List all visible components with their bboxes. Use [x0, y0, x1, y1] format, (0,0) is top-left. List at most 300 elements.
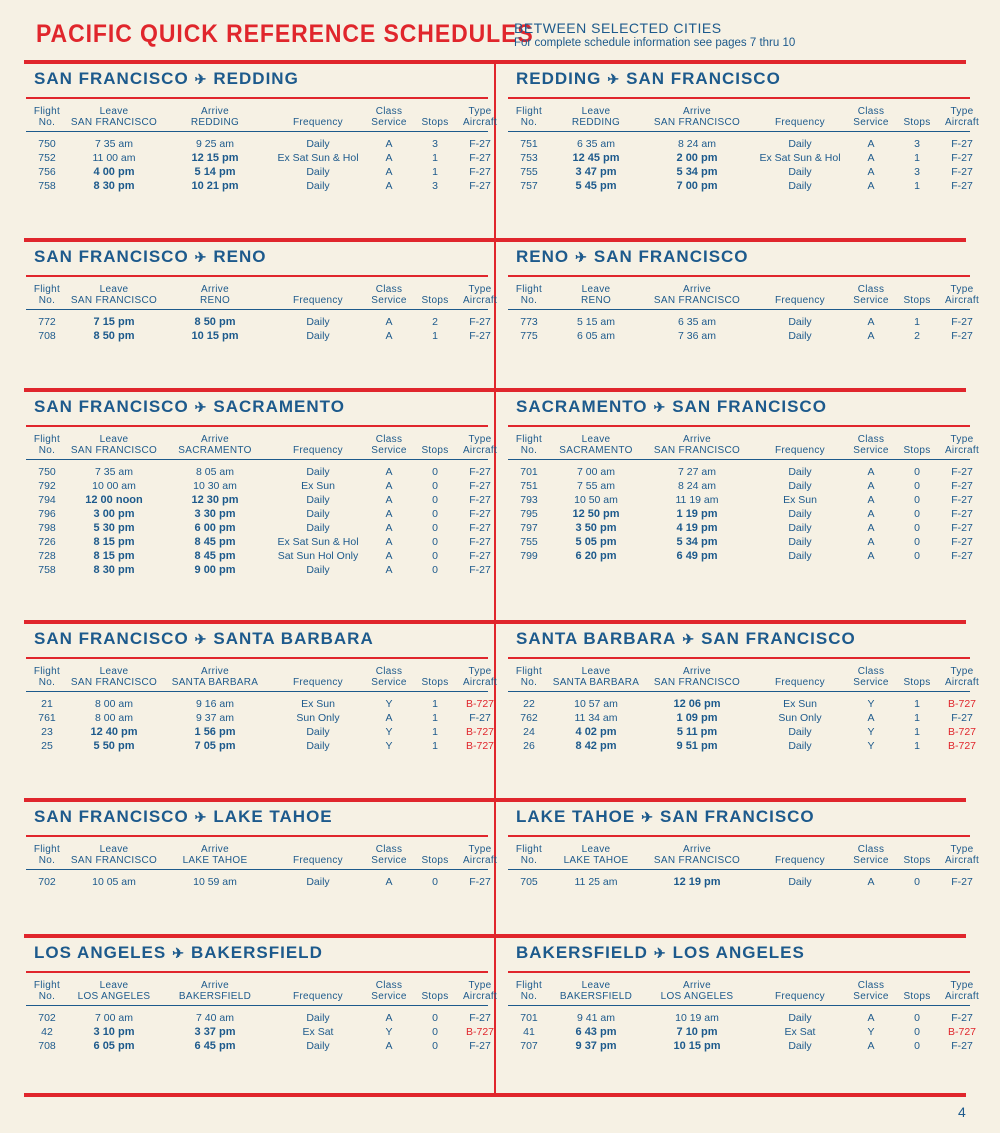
frequency: Ex Sat Sun & Hol [759, 152, 841, 164]
aircraft-type: F-27 [951, 480, 973, 492]
arrive-time: 5 11 pm [676, 726, 718, 738]
class-service-header-line: Service [853, 677, 889, 688]
stops: 3 [914, 166, 920, 178]
class-service: A [867, 316, 875, 328]
arrive-time: 1 19 pm [676, 508, 718, 520]
table-row [26, 563, 491, 577]
airplane-icon: ✈ [641, 808, 654, 825]
leave-time: 5 50 pm [93, 740, 135, 752]
frequency: Daily [788, 508, 812, 520]
frequency: Daily [788, 726, 812, 738]
arrive-time: 12 06 pm [673, 698, 721, 710]
flight-no-header [508, 434, 550, 456]
flight-no-header-line: Flight [515, 666, 543, 677]
class-service: A [867, 1040, 875, 1052]
aircraft-header-line: Aircraft [944, 677, 980, 688]
flight-no-header-line: No. [38, 117, 56, 128]
frequency: Daily [306, 316, 330, 328]
flight-number: 796 [38, 508, 56, 520]
flight-no-header-line: Flight [515, 844, 543, 855]
arrive-time: 12 19 pm [673, 876, 721, 888]
arrive-header-line: LAKE TAHOE [182, 855, 248, 866]
stops: 1 [914, 316, 920, 328]
stops: 0 [914, 466, 920, 478]
stops-header [894, 855, 940, 866]
table-row [26, 465, 491, 479]
table-row [508, 507, 973, 521]
schedule-rows [508, 132, 973, 193]
class-service-header [848, 434, 894, 456]
aircraft-type: F-27 [951, 180, 973, 192]
table-row [26, 697, 495, 711]
leave-header-line: LAKE TAHOE [563, 855, 629, 866]
destination-city: RENO [213, 247, 267, 266]
leave-header [550, 434, 642, 456]
flight-number: 772 [38, 316, 56, 328]
table-row [508, 493, 973, 507]
arrive-time: 9 37 am [196, 712, 234, 724]
route-title [508, 243, 970, 271]
leave-time: 5 45 pm [575, 180, 617, 192]
class-service: A [385, 316, 393, 328]
arrive-time: 10 59 am [193, 876, 237, 888]
table-header [26, 837, 498, 870]
frequency-header-line: Frequency [293, 677, 343, 688]
arrive-time: 8 24 am [678, 480, 716, 492]
aircraft-type: F-27 [951, 1012, 973, 1024]
arrive-header-line: Arrive [201, 980, 229, 991]
class-service-header-line: Class [375, 106, 403, 117]
stops: 0 [914, 536, 920, 548]
class-service-header [848, 980, 894, 1002]
class-service-header-line: Service [371, 117, 407, 128]
leave-time: 6 35 am [577, 138, 615, 150]
leave-time: 9 37 pm [575, 1040, 617, 1052]
stops: 0 [914, 550, 920, 562]
flight-no-header-line: No. [38, 445, 56, 456]
class-service-header-line: Class [375, 284, 403, 295]
leave-time: 3 10 pm [93, 1026, 135, 1038]
stops-header-line: Stops [421, 295, 449, 306]
arrive-time: 9 16 am [196, 698, 234, 710]
schedule-rows [508, 870, 973, 889]
table-row [508, 1025, 977, 1039]
schedule-section [508, 65, 980, 193]
flight-number: 793 [520, 494, 538, 506]
aircraft-type: F-27 [469, 876, 491, 888]
frequency-header [752, 117, 848, 128]
aircraft-type: F-27 [951, 152, 973, 164]
class-service: A [867, 876, 875, 888]
aircraft-header-line: Type [950, 106, 974, 117]
arrive-time: 3 30 pm [194, 508, 236, 520]
frequency: Daily [306, 1040, 330, 1052]
schedule-section [508, 939, 980, 1053]
class-service-header [848, 106, 894, 128]
flight-number: 758 [38, 180, 56, 192]
airplane-icon: ✈ [172, 944, 185, 961]
leave-header-line: Leave [99, 106, 129, 117]
leave-time: 3 00 pm [93, 508, 135, 520]
section-rule [24, 798, 966, 802]
class-service: A [385, 1040, 393, 1052]
flight-no-header-line: No. [520, 991, 538, 1002]
arrive-header [642, 844, 752, 866]
arrive-time: 9 25 am [196, 138, 234, 150]
leave-header-line: Leave [99, 980, 129, 991]
stops: 1 [432, 740, 438, 752]
arrive-header-line: Arrive [683, 666, 711, 677]
route-title [508, 803, 970, 831]
leave-header-line: LOS ANGELES [77, 991, 151, 1002]
route-title [508, 939, 970, 967]
table-row [26, 521, 491, 535]
aircraft-header-line: Aircraft [462, 117, 498, 128]
class-service-header-line: Service [853, 855, 889, 866]
frequency: Daily [788, 536, 812, 548]
leave-header [550, 844, 642, 866]
aircraft-type: F-27 [469, 1012, 491, 1024]
flight-number: 798 [38, 522, 56, 534]
table-row [26, 151, 491, 165]
stops-header-line: Stops [421, 991, 449, 1002]
aircraft-type: F-27 [951, 712, 973, 724]
stops: 0 [432, 508, 438, 520]
stops: 1 [914, 740, 920, 752]
frequency: Daily [788, 466, 812, 478]
frequency-header-line: Frequency [775, 991, 825, 1002]
stops: 3 [914, 138, 920, 150]
arrive-header [160, 980, 270, 1002]
leave-header-line: SAN FRANCISCO [70, 295, 158, 306]
class-service-header [366, 666, 412, 688]
leave-header [68, 844, 160, 866]
aircraft-type: F-27 [469, 494, 491, 506]
arrive-time: 10 19 am [675, 1012, 719, 1024]
section-rule [24, 934, 966, 938]
arrive-header-line: Arrive [683, 434, 711, 445]
class-service: A [867, 466, 875, 478]
frequency: Daily [306, 166, 330, 178]
leave-header-line: Leave [99, 284, 129, 295]
leave-time: 10 05 am [92, 876, 136, 888]
leave-time: 7 35 am [95, 138, 133, 150]
frequency-header [270, 991, 366, 1002]
class-service: A [867, 508, 875, 520]
table-row [26, 137, 491, 151]
leave-header-line: Leave [581, 434, 611, 445]
flight-number: 702 [38, 876, 56, 888]
flight-number: 775 [520, 330, 538, 342]
schedule-section [26, 65, 498, 193]
stops: 0 [432, 494, 438, 506]
table-row [508, 179, 973, 193]
destination-city: SAN FRANCISCO [659, 807, 815, 826]
stops-header-line: Stops [421, 677, 449, 688]
schedule-section [508, 243, 980, 343]
class-service: Y [867, 740, 875, 752]
frequency: Daily [788, 740, 812, 752]
flight-number: 757 [520, 180, 538, 192]
aircraft-header-line: Type [950, 284, 974, 295]
flight-no-header-line: Flight [515, 434, 543, 445]
route-title [26, 939, 488, 967]
arrive-time: 1 09 pm [676, 712, 718, 724]
arrive-time: 7 00 pm [676, 180, 718, 192]
stops-header [412, 991, 458, 1002]
table-row [26, 179, 491, 193]
class-service: A [385, 536, 393, 548]
table-row [508, 697, 977, 711]
destination-city: BAKERSFIELD [190, 943, 323, 962]
origin-city: SAN FRANCISCO [34, 69, 189, 88]
airplane-icon: ✈ [194, 630, 208, 647]
frequency: Daily [306, 180, 330, 192]
flight-no-header [26, 284, 68, 306]
table-header [26, 659, 498, 692]
flight-number: 708 [38, 330, 56, 342]
section-rule [24, 60, 966, 64]
arrive-time: 12 30 pm [191, 494, 239, 506]
flight-number: 22 [523, 698, 535, 710]
stops: 0 [914, 1040, 920, 1052]
table-row [26, 165, 491, 179]
leave-time: 12 45 pm [572, 152, 620, 164]
class-service: A [867, 712, 875, 724]
leave-header-line: Leave [99, 666, 129, 677]
class-service-header-line: Class [857, 284, 885, 295]
arrive-header [160, 106, 270, 128]
stops: 0 [914, 876, 920, 888]
flight-no-header-line: Flight [33, 666, 61, 677]
flight-no-header-line: Flight [33, 844, 61, 855]
flight-no-header [26, 980, 68, 1002]
arrive-time: 6 49 pm [676, 550, 718, 562]
leave-time: 7 00 am [95, 1012, 133, 1024]
flight-number: 753 [520, 152, 538, 164]
flight-no-header-line: Flight [33, 106, 61, 117]
arrive-time: 12 15 pm [191, 152, 239, 164]
frequency-header-line: Frequency [293, 855, 343, 866]
stops: 0 [914, 1026, 920, 1038]
aircraft-header-line: Type [950, 980, 974, 991]
arrive-header [160, 844, 270, 866]
class-service-header-line: Class [375, 844, 403, 855]
flight-number: 25 [41, 740, 53, 752]
frequency: Daily [788, 480, 812, 492]
stops: 0 [432, 550, 438, 562]
flight-number: 708 [38, 1040, 56, 1052]
leave-time: 8 15 pm [93, 536, 135, 548]
leave-time: 10 57 am [574, 698, 618, 710]
frequency-header [270, 445, 366, 456]
arrive-header [642, 106, 752, 128]
stops: 0 [914, 494, 920, 506]
flight-number: 705 [520, 876, 538, 888]
class-service: A [867, 1012, 875, 1024]
arrive-header-line: SAN FRANCISCO [653, 855, 741, 866]
aircraft-header [940, 666, 984, 688]
class-service: A [385, 550, 393, 562]
frequency-header-line: Frequency [293, 991, 343, 1002]
frequency-header-line: Frequency [293, 117, 343, 128]
aircraft-header-line: Aircraft [944, 991, 980, 1002]
frequency: Daily [788, 138, 812, 150]
page-number: 4 [958, 1104, 966, 1120]
leave-header-line: Leave [581, 980, 611, 991]
frequency: Daily [788, 876, 812, 888]
stops-header [412, 117, 458, 128]
schedule-rows [508, 1006, 977, 1053]
leave-header [68, 666, 160, 688]
class-service: Y [385, 1026, 393, 1038]
destination-city: LAKE TAHOE [213, 807, 333, 826]
origin-city: RENO [516, 247, 570, 266]
aircraft-type: F-27 [951, 1040, 973, 1052]
leave-time: 8 42 pm [575, 740, 617, 752]
aircraft-header-line: Aircraft [462, 295, 498, 306]
flight-number: 707 [520, 1040, 538, 1052]
arrive-header-line: BAKERSFIELD [178, 991, 252, 1002]
aircraft-type: F-27 [469, 536, 491, 548]
leave-time: 8 15 pm [93, 550, 135, 562]
flight-no-header-line: Flight [33, 980, 61, 991]
class-service: A [385, 522, 393, 534]
arrive-header [160, 666, 270, 688]
aircraft-header [458, 284, 502, 306]
aircraft-type: F-27 [951, 166, 973, 178]
table-row [26, 1025, 495, 1039]
frequency-header [752, 991, 848, 1002]
table-row [26, 479, 491, 493]
class-service-header [366, 980, 412, 1002]
class-service: A [385, 166, 393, 178]
route-title [26, 393, 488, 421]
leave-time: 4 00 pm [93, 166, 135, 178]
aircraft-type: F-27 [951, 138, 973, 150]
table-row [26, 1011, 491, 1025]
class-service: A [867, 494, 875, 506]
class-service-header-line: Service [371, 295, 407, 306]
table-header [508, 659, 980, 692]
aircraft-type: F-27 [951, 876, 973, 888]
flight-number: 795 [520, 508, 538, 520]
table-header [508, 427, 980, 460]
route-title [26, 803, 488, 831]
aircraft-type: B-727 [947, 726, 977, 738]
flight-number: 728 [38, 550, 56, 562]
class-service-header-line: Class [857, 106, 885, 117]
leave-time: 7 00 am [577, 466, 615, 478]
table-row [508, 549, 973, 563]
frequency-header-line: Frequency [775, 855, 825, 866]
arrive-time: 9 51 pm [676, 740, 718, 752]
frequency: Sun Only [778, 712, 822, 724]
airplane-icon: ✈ [607, 70, 621, 87]
stops: 0 [432, 536, 438, 548]
flight-no-header-line: No. [38, 991, 56, 1002]
stops: 1 [914, 698, 920, 710]
flight-no-header-line: No. [38, 855, 56, 866]
aircraft-header [458, 666, 502, 688]
stops: 0 [432, 1026, 438, 1038]
origin-city: LAKE TAHOE [516, 807, 636, 826]
table-row [508, 535, 973, 549]
flight-no-header [26, 666, 68, 688]
aircraft-type: F-27 [951, 494, 973, 506]
flight-number: 750 [38, 466, 56, 478]
frequency-header-line: Frequency [293, 445, 343, 456]
frequency: Daily [306, 508, 330, 520]
frequency: Daily [306, 876, 330, 888]
flight-number: 755 [520, 536, 538, 548]
airplane-icon: ✈ [682, 630, 696, 647]
class-service-header-line: Class [375, 980, 403, 991]
page-title: PACIFIC QUICK REFERENCE SCHEDULES [36, 20, 534, 48]
aircraft-type: B-727 [947, 740, 977, 752]
aircraft-type: F-27 [951, 316, 973, 328]
aircraft-header [458, 980, 502, 1002]
aircraft-type: F-27 [951, 550, 973, 562]
frequency: Daily [788, 550, 812, 562]
table-header [26, 277, 498, 310]
table-row [508, 521, 973, 535]
leave-time: 5 15 am [577, 316, 615, 328]
flight-number: 773 [520, 316, 538, 328]
flight-number: 702 [38, 1012, 56, 1024]
aircraft-type: F-27 [469, 550, 491, 562]
aircraft-type: F-27 [469, 712, 491, 724]
arrive-header [160, 284, 270, 306]
class-service-header [848, 844, 894, 866]
arrive-time: 5 34 pm [676, 166, 718, 178]
frequency-header [270, 117, 366, 128]
frequency: Daily [306, 564, 330, 576]
table-header [508, 277, 980, 310]
schedule-section [26, 625, 498, 753]
schedule-section [508, 393, 980, 563]
arrive-time: 10 30 am [193, 480, 237, 492]
frequency-header [752, 677, 848, 688]
frequency-header-line: Frequency [775, 677, 825, 688]
flight-number: 758 [38, 564, 56, 576]
stops-header-line: Stops [421, 445, 449, 456]
stops: 3 [432, 138, 438, 150]
frequency-header-line: Frequency [775, 445, 825, 456]
class-service-header-line: Service [853, 117, 889, 128]
class-service-header-line: Service [371, 677, 407, 688]
schedule-section [26, 939, 498, 1053]
leave-time: 11 00 am [92, 152, 136, 164]
table-header [508, 99, 980, 132]
destination-city: LOS ANGELES [672, 943, 805, 962]
class-service: A [385, 330, 393, 342]
aircraft-type: F-27 [951, 330, 973, 342]
aircraft-header-line: Type [950, 666, 974, 677]
destination-city: SACRAMENTO [213, 397, 345, 416]
class-service-header [366, 434, 412, 456]
origin-city: SACRAMENTO [516, 397, 648, 416]
flight-no-header [508, 666, 550, 688]
origin-city: SAN FRANCISCO [34, 629, 189, 648]
leave-header-line: SAN FRANCISCO [70, 677, 158, 688]
class-service: A [867, 166, 875, 178]
flight-number: 726 [38, 536, 56, 548]
table-row [26, 725, 495, 739]
table-row [26, 315, 491, 329]
origin-city: SANTA BARBARA [516, 629, 677, 648]
flight-number: 701 [520, 466, 538, 478]
